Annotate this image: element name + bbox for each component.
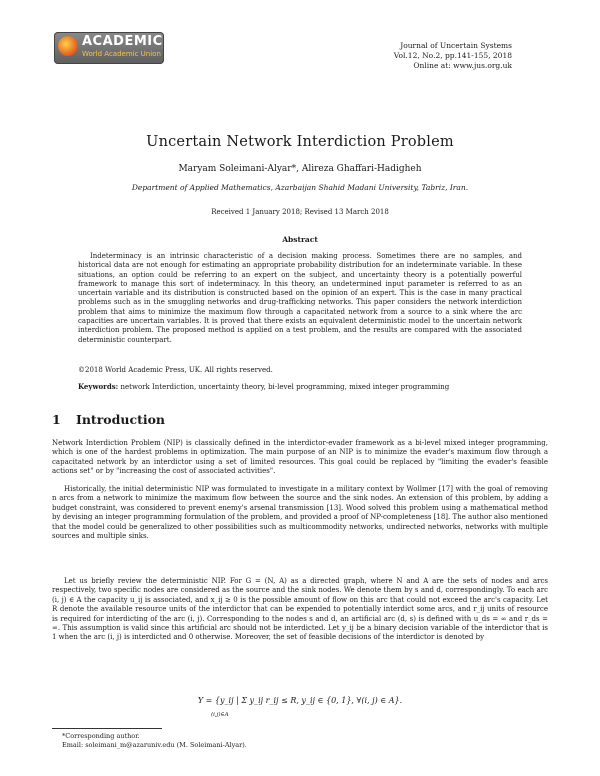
paper-title: Uncertain Network Interdiction Problem xyxy=(146,134,454,150)
section-title: Introduction xyxy=(76,412,166,427)
paper-affiliation: Department of Applied Mathematics, Azarbaijan Shahid Madani University, Tabriz, Iran. xyxy=(131,183,469,192)
journal-volume: Vol.12, No.2, pp.141-155, 2018 xyxy=(393,51,512,60)
paper-authors: Maryam Soleimani-Alyar*, Alireza Ghaffari-Hadigheh xyxy=(178,164,422,174)
keywords xyxy=(78,382,538,391)
keywords-list: network Interdiction, uncertainty theory, bi-level programming, mixed integer programming xyxy=(120,383,450,391)
keywords-label: Keywords: xyxy=(78,382,119,391)
copyright-notice: ©2018 World Academic Press, UK. All rights reserved. xyxy=(78,366,273,374)
logo-text: ACADEMIC xyxy=(82,34,163,49)
equation-feasible-set: Y = {y_ij | Σ y_ij r_ij ≤ R, y_ij ∈ {0, 1}, ∀(i, j) ∈ A}. xyxy=(197,696,403,705)
section-number: 1 xyxy=(52,412,61,427)
logo-subtext: World Academic Union xyxy=(82,50,161,58)
footnote-email: Email: soleimani_m@azaruniv.edu (M. Soleimani-Alyar). xyxy=(62,741,247,749)
logo-emblem-icon xyxy=(58,36,78,56)
journal-online: Online at: www.jus.org.uk xyxy=(413,61,512,70)
paragraph-3: Let us briefly review the deterministic NIP. For G = (N, A) as a directed graph, where N and A are the sets of nodes and arcs respectively, two specific nodes are considered as the source and the sink nodes. We denote them by s and d, correspondingly. To each arc (i, j) ∈ A the capacity u_ij is associated, and x_ij ≥ 0 is the possible amount of flow on this arc that could not exceed the arc's capacity. Let R denote the available resource units of the interdictor that can be expended to potentially interdict some arcs, and r_ij units of resource is required for interdicting of the arc (i, j). Corresponding to the nodes s and d, an artificial arc (d, s) is defined with u_ds = ∞ and r_ds = ∞. This assumption is valid since this artificial arc should not be interdicted. Let y_ij be a binary decision variable of the interdictor that is 1 when the arc (i, j) is interdicted and 0 otherwise. Moreover, the set of feasible decisions of the interdictor is denoted by xyxy=(52,577,548,642)
equation-sum-subscript: (i,j)∈A xyxy=(211,712,229,718)
paragraph-1: Network Interdiction Problem (NIP) is classically defined in the interdictor-evader framework as a bi-level mixed integer programming, which is one of the hardest problems in optimization. The main purpose of an NIP is to minimize the evader's maximum flow through a capacitated network by an interdictor using a set of limited resources. This goal could be replaced by "limiting the evader's feasible actions set" or by "increasing the cost of associated activities". xyxy=(52,439,548,476)
footnote xyxy=(62,732,247,750)
journal-name: Journal of Uncertain Systems xyxy=(400,41,512,50)
footnote-divider xyxy=(52,728,162,729)
footnote-corresponding: *Corresponding author. xyxy=(62,732,140,740)
paragraph-2: Historically, the initial deterministic NIP was formulated to investigate in a military context by Wollmer [17] with the goal of removing n arcs from a network to minimize the maximum flow between the source and the sink nodes. An extension of this problem, by adding a budget constraint, was considered to prevent enemy's arsenal transmission [13]. Wood solved this problem using a mathematical method by devising an integer programming formulation of the problem, and provided a proof of NP-completeness [18]. The author also mentioned that the model could be generalized to other possibilities such as multicommodity networks, undirected networks, networks with multiple sources and multiple sinks. xyxy=(52,485,548,541)
publisher-logo xyxy=(54,32,164,64)
journal-info xyxy=(394,41,512,71)
section-heading xyxy=(52,412,165,427)
abstract-heading: Abstract xyxy=(282,235,318,244)
received-dates: Received 1 January 2018; Revised 13 March 2018 xyxy=(211,208,389,216)
abstract-text: Indeterminacy is an intrinsic characteristic of a decision making process. Sometimes there are no samples, and historical data are not enough for estimating an appropriate probability distribution for an indeterminate variable. In these situations, an option could be referring to an expert on the subject, and uncertainty theory is a potentially powerful framework to manage this sort of indeterminacy. In this theory, an undetermined input parameter is referred to as an uncertain variable and its distribution is constructed based on the opinion of an expert. This is the case in many practical problems such as in the smuggling networks and drug-trafficking networks. This paper considers the network interdiction problem that aims to minimize the maximum flow through a capacitated network from a source to a sink where the arc capacities are uncertain variables. It is proved that there exists an equivalent deterministic model to the uncertain network interdiction problem. The proposed method is applied on a test problem, and the results are compared with the associated deterministic counterpart. xyxy=(78,252,522,344)
